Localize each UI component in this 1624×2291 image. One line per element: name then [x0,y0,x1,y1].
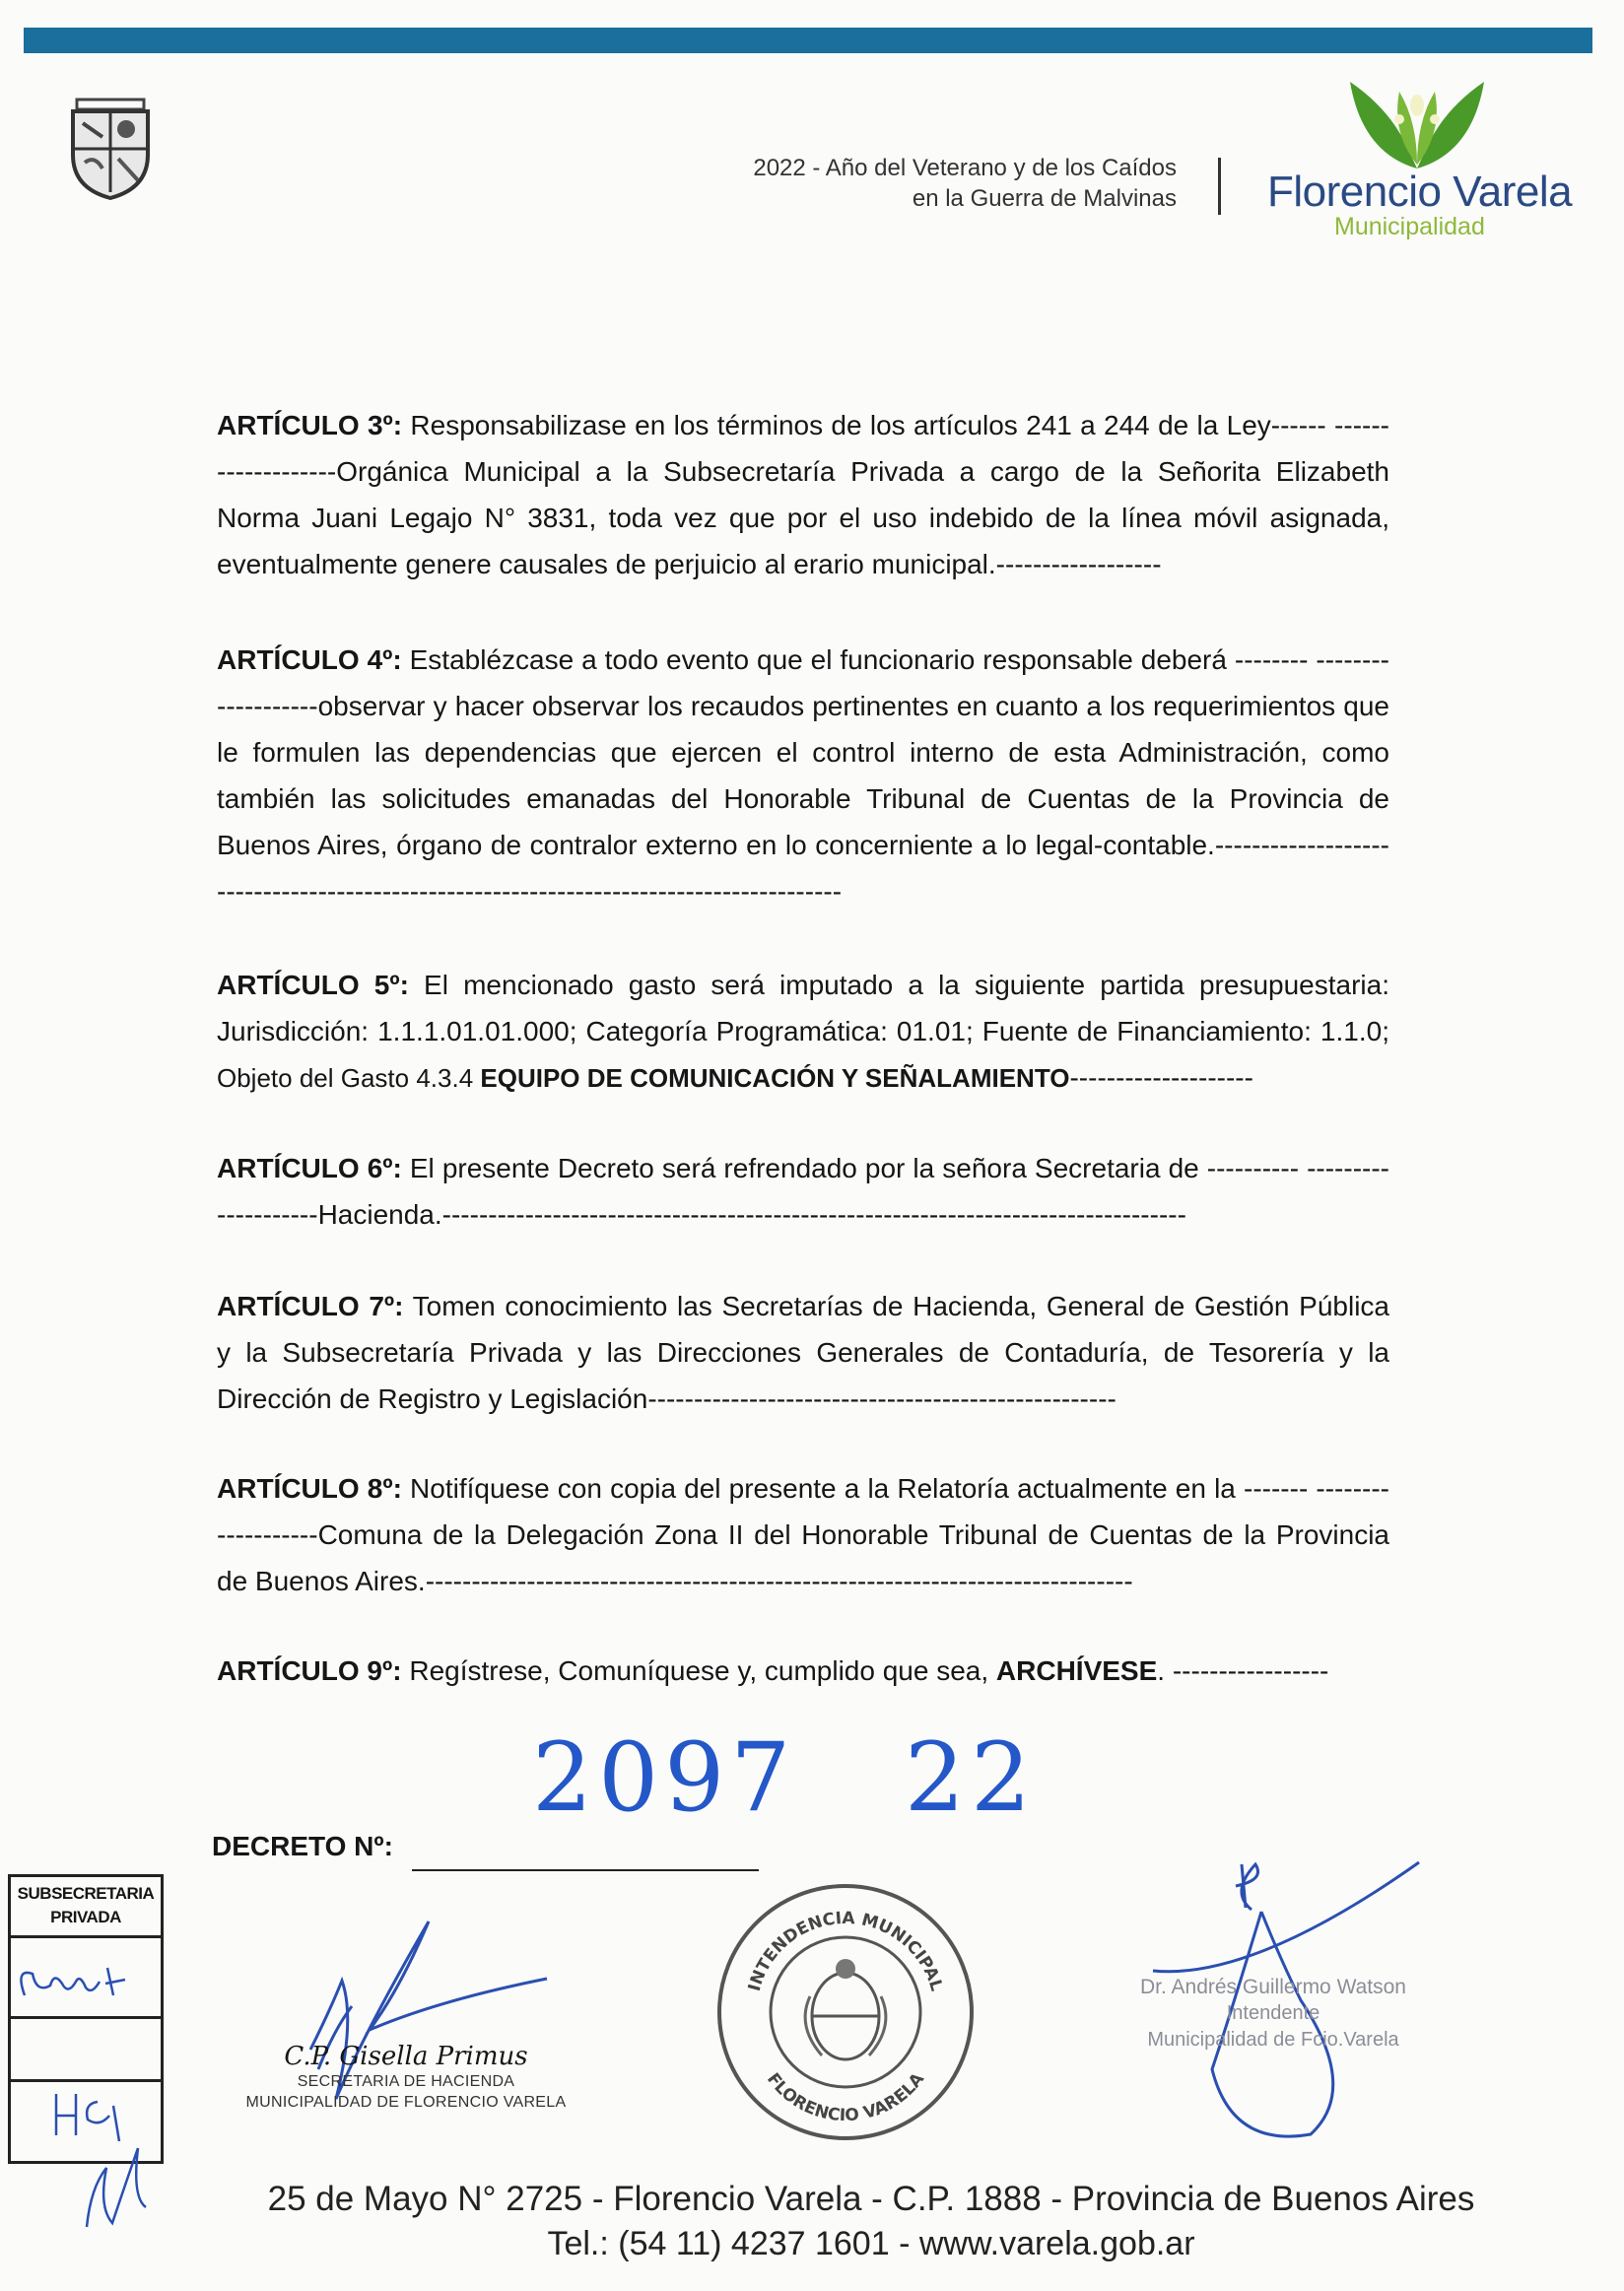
footer-contact: Tel.: (54 11) 4237 1601 - www.varela.gob.ar [547,2225,1195,2262]
article-5-tail: -------------------- [1069,1062,1253,1093]
seal-bottom-text: FLORENCIO VARELA [762,2069,929,2126]
article-9-label: ARTÍCULO 9º: [217,1655,402,1686]
signature-primus-icon [271,1912,586,2148]
article-5-object: Objeto del Gasto 4.3.4 [217,1063,481,1093]
article-7-text: Tomen conocimiento las Secretarías de Hacienda, General de Gestión Pública y la Subsecretaría Privada y las Direcciones Generales de Contaduría, de Tesorería y la Dirección de Registro y Legislación--------------------------------------------------- [217,1291,1389,1414]
signatory-1-role2: MUNICIPALIDAD DE FLORENCIO VARELA [245,2094,567,2111]
stamp-line2: PRIVADA [50,1908,121,1926]
seal-top-text: INTENDENCIA MUNICIPAL [744,1908,947,1993]
header-divider [1218,158,1221,215]
article-7-label: ARTÍCULO 7º: [217,1291,404,1321]
article-8-text: Notifíquese con copia del presente a la Relatoría actualmente en la ------- -------------------Comuna de la Delegación Zona II del Honorable Tribunal de Cuentas de la Provincia de Buenos Aires.----------------------------------------------------------------------------- [217,1473,1389,1596]
article-6 [217,1145,1389,1238]
article-9-bold: ARCHÍVESE [995,1655,1158,1686]
signatory-1-block [219,2042,593,2113]
signatory-2-block [1125,1974,1421,2054]
logo-name: Florencio Varela [1267,168,1573,216]
signatory-2-name: Dr. Andrés Guillermo Watson [1140,1976,1406,1998]
logo-subtitle: Municipalidad [1334,213,1485,240]
article-3-label: ARTÍCULO 3º: [217,410,403,440]
stamp-header [11,1877,161,1938]
stamp-initials-row [11,1938,161,2019]
header-motto-line1: 2022 - Año del Veterano y de los Caídos [753,155,1177,181]
article-5-object-bold: EQUIPO DE COMUNICACIÓN Y SEÑALAMIENTO [480,1063,1070,1093]
footer-address: 25 de Mayo N° 2725 - Florencio Varela - C.P. 1888 - Provincia de Buenos Aires [267,2180,1475,2218]
subsecretaria-stamp [8,1874,164,2164]
article-7 [217,1283,1389,1422]
article-9-text: Regístrese, Comuníquese y, cumplido que sea, [401,1655,996,1686]
signatory-2-role1: Intendente [1226,2002,1320,2024]
signatory-2-role2: Municipalidad de Fcio.Varela [1147,2029,1399,2051]
article-6-text: El presente Decreto será refrendado por la señora Secretaria de ---------- --------------------Hacienda.--------------------------------------------------------------------------------- [217,1153,1389,1230]
stamp-empty-row [11,2019,161,2082]
signatory-1-name: C.P. Gisella Primus [284,2042,528,2071]
article-8 [217,1465,1389,1604]
article-9 [217,1648,1389,1694]
header-top-bar [24,28,1592,53]
official-seal [711,1878,980,2146]
header-motto-line2: en la Guerra de Malvinas [912,185,1177,212]
article-5-label: ARTÍCULO 5º: [217,970,409,1000]
handwritten-initials-icon [11,1938,159,2017]
article-5-text: El mencionado gasto será imputado a la siguiente partida presupuestaria: Jurisdicción: 1.1.1.01.01.000; Categoría Programática: 01.01; Fuente de Financiamiento: 1.1.0; [217,970,1389,1046]
article-6-label: ARTÍCULO 6º: [217,1153,402,1183]
article-4-label: ARTÍCULO 4º: [217,644,402,675]
decree-label: DECRETO Nº: [212,1831,393,1861]
article-5 [217,962,1389,1102]
article-3 [217,402,1389,587]
decree-number-stamp: 2097 22 [532,1722,1038,1833]
header-motto [753,153,1177,214]
article-4-text: Establézcase a todo evento que el funcionario responsable deberá -------- -------------------observar y hacer observar los recaudos pertinentes en cuanto a los requerimientos que le formulen las dependencias que ejercen el control interno de esta Administración, como también las solicitudes emanadas del Honorable Tribunal de Cuentas de la Provincia de Buenos Aires, órgano de contralor externo en lo concerniente a lo legal-contable.--------------------------------------------------------------------------------------- [217,644,1389,907]
decree-number-line [412,1869,759,1871]
article-4 [217,637,1389,914]
municipal-crest-icon [69,94,152,202]
article-8-label: ARTÍCULO 8º: [217,1473,402,1504]
article-3-text: Responsabilizase en los términos de los artículos 241 a 244 de la Ley------ -------------------Orgánica Municipal a la Subsecretaría Privada a cargo de la Señorita Elizabeth Norma Juani Legajo N° 3831, toda vez que por el uso indebido de la línea móvil asignada, eventualmente genere causales de perjuicio al erario municipal.------------------ [217,410,1389,579]
florencio-varela-leaf-icon [1342,74,1492,172]
article-9-tail: . ----------------- [1157,1655,1329,1686]
stamp-line1: SUBSECRETARIA [17,1884,155,1903]
signatory-1-role1: SECRETARIA DE HACIENDA [297,2073,515,2090]
